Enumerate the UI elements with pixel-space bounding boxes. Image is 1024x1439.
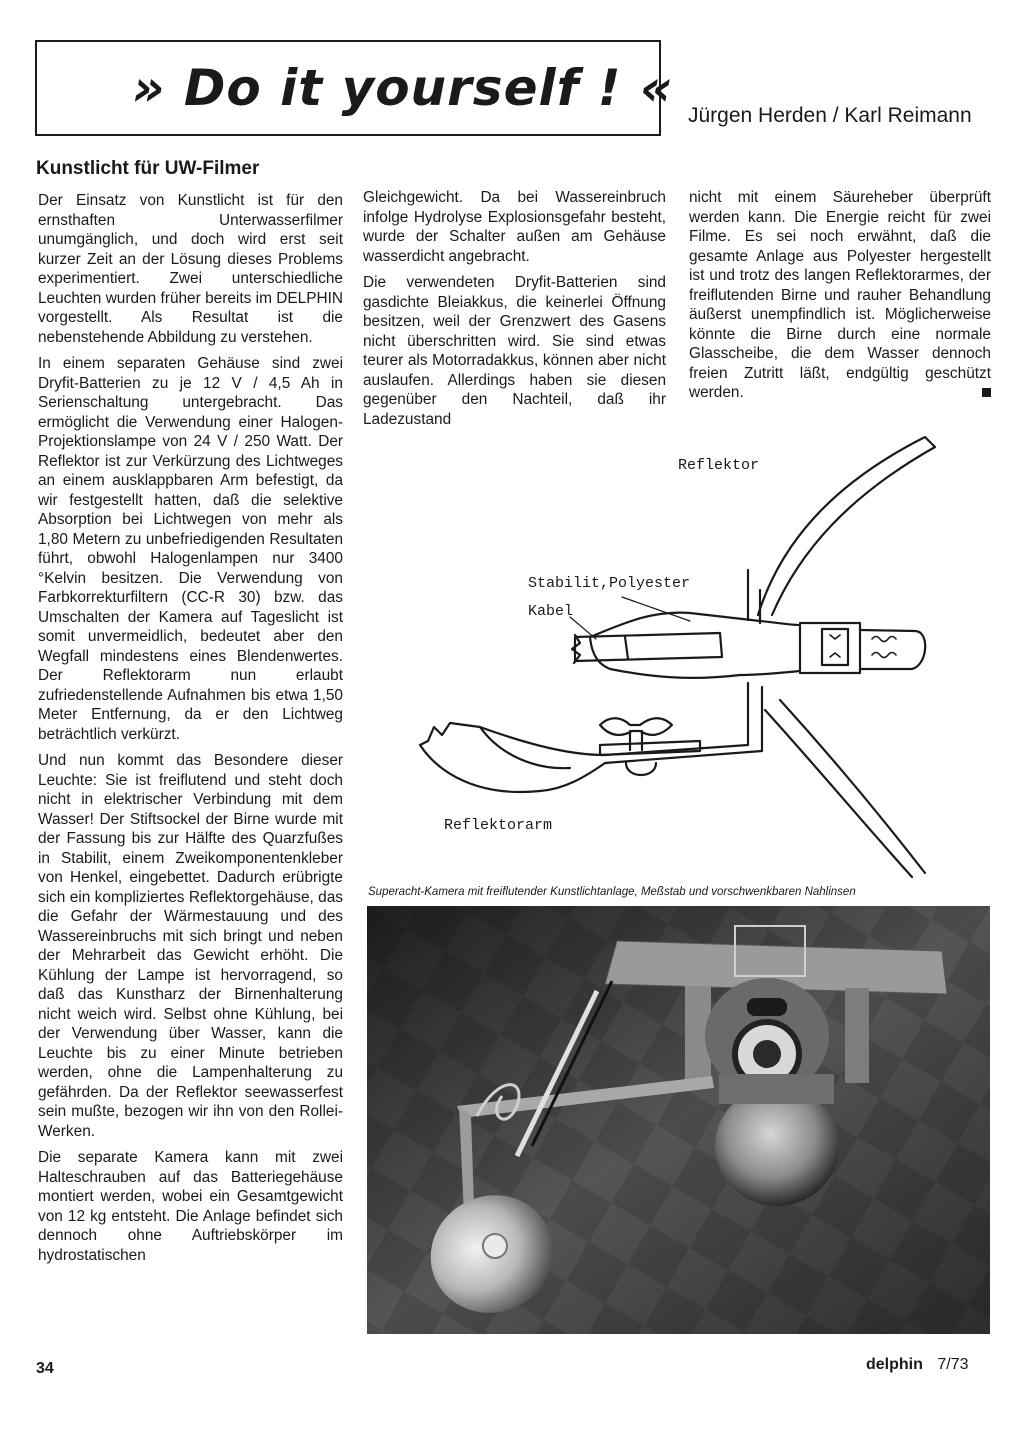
- paragraph-text: nicht mit einem Säureheber überprüft werden kann. Die Energie reicht für zwei Filme. Es sei noch erwähnt, daß die gesamte Anlage aus Polyester hergestellt ist und trotz des langen Reflektorarmes, der freiflutenden Birne und rauher Behandlung äußerst unempfindlich ist. Möglicherweise könnte die Birne durch eine normale Glasscheibe, die dem Wasser dennoch freien Zutritt läßt, endgültig geschützt werden.: [689, 189, 991, 401]
- cable-inner: [625, 637, 628, 659]
- leader-line-stabilit: [622, 597, 690, 621]
- mount-plate: [600, 741, 700, 755]
- bulb-filament: [872, 637, 896, 658]
- article-title: » Do it yourself ! «: [132, 59, 674, 117]
- right-pillar: [845, 988, 869, 1083]
- text-column-2: [363, 188, 666, 436]
- label-kabel: Kabel: [528, 603, 574, 620]
- wing-screw: [600, 718, 672, 735]
- end-of-article-icon: [982, 388, 991, 397]
- paragraph: Und nun kommt das Besondere dieser Leuchte: Sie ist freiflutend und steht doch nicht in elektrischer Verbindung mit dem Wasser! Der Stiftsockel der Birne wurde mit der Fassung bis zur Hälfte des Quarzfußes in Stabilit, einem Zweikomponentenkleber von Henkel, eingebettet. Dadurch erübrigte sich ein kompliziertes Reflektorgehäuse, das die Gefahr der Wärmestauung und des Wassereinbruchs mit sich bringt und neben der Mehrarbeit das Gewicht erhöht. Die Kühlung der Lampe ist hervorragend, so daß das Kunstharz der Birnenhalterung nicht weich wird. Selbst ohne Kühlung, bei der Verwendung über Wasser, kann die Leuchte bis zu einer Minute betrieben werden, ohne die Lampenhalterung zu gefährden. Da der Reflektor seewasserfest sein mußte, bezogen wir ihn von den Rollei-Werken.: [38, 752, 343, 1140]
- arm-reflector: [420, 723, 605, 792]
- lens-center: [753, 1040, 781, 1068]
- photo-caption: Superacht-Kamera mit freiflutender Kunstlichtanlage, Meßstab und vorschwenkbaren Nahlinsen: [368, 886, 856, 898]
- paragraph: Der Einsatz von Kunstlicht ist für den ernsthaften Unterwasserfilmer unumgänglich, und doch wird erst seit kurzer Zeit an der Lösung dieses Problems experimentiert. Zwei unterschiedliche Leuchten wurden früher bereits im DELPHIN vorgestellt. Als Resultat ist die nebenstehende Abbildung zu verstehen.: [38, 192, 343, 346]
- footer-magazine: [866, 1356, 968, 1374]
- lamp-diagram: [360, 425, 1000, 885]
- text-column-1: [38, 191, 343, 1272]
- text-column-3: [689, 188, 991, 410]
- twin-lenses: [747, 998, 787, 1016]
- bulb-base: [822, 629, 848, 665]
- authors: Jürgen Herden / Karl Reimann: [688, 104, 972, 127]
- label-reflektorarm: Reflektorarm: [444, 817, 553, 834]
- headline: Kunstlicht für UW-Filmer: [36, 158, 260, 179]
- label-stabilit: Stabilit,Polyester: [528, 575, 691, 592]
- bulb-pins: [830, 635, 840, 657]
- arm-reflector-inner: [480, 727, 570, 768]
- lamp-housing: [590, 613, 800, 678]
- reflector-shell: [758, 437, 935, 615]
- battery-base: [719, 1074, 834, 1104]
- camera-photo: [367, 906, 990, 1334]
- reflector-lower-arc: [765, 700, 925, 877]
- paragraph: Die separate Kamera kann mit zwei Halteschrauben auf das Batteriegehäuse montiert werden, wobei ein Gesamtgewicht von 12 kg entsteht. Die Anlage befindet sich dennoch ohne Auftriebskörper im hydrostatischen: [38, 1149, 343, 1264]
- mount-knob: [626, 763, 656, 775]
- paragraph: [689, 188, 991, 403]
- paragraph: In einem separaten Gehäuse sind zwei Dryfit-Batterien zu je 12 V / 4,5 Ah in Serienschaltung untergebracht. Das ermöglicht die Verwendung einer Halogen-Projektionslampe von 24 V / 250 Watt. Der Reflektor ist zur Verkürzung des Lichtweges an einem ausklappbaren Arm befestigt, da wir festgestellt hatten, daß die selektive Absorption bei Lichtwegen von mehr als 1,80 Metern zu unbefriedigenden Resultaten führt, obwohl Halogenlampen nur 3400 °Kelvin besitzen. Die Verwendung von Farbkorrekturfiltern (CC-R 30) bzw. das Umschalten der Kamera auf Tageslicht ist somit unvermeidlich, bedeutet aber den Wegfall mindestens eines Blendenwertes. Der Reflektorarm nun erlaubt zufriedenstellende Aufnahmen bis etwa 1,50 Meter Entfernung, da er den Lichtweg beträchtlich verkürzt.: [38, 355, 343, 743]
- screw-shaft: [630, 731, 642, 750]
- label-reflektor: Reflektor: [678, 457, 760, 474]
- paragraph: Die verwendeten Dryfit-Batterien sind gasdichte Bleiakkus, die keinerlei Öffnung besitzen, weil der Grenzwert des Gasens nicht überschritten wird. Sie sind etwas teurer als Motorradakkus, können aber nicht auslaufen. Allerdings haben sie diesen gegenüber den Nachteil, daß ihr Ladezustand: [363, 274, 666, 428]
- dish-bulb: [483, 1234, 507, 1258]
- issue-number: 7/73: [937, 1356, 969, 1373]
- title-box: [35, 40, 674, 136]
- page-number: 34: [36, 1360, 54, 1377]
- magazine-name: delphin: [866, 1356, 923, 1373]
- paragraph: Gleichgewicht. Da bei Wassereinbruch infolge Hydrolyse Explosionsgefahr besteht, wurde der Schalter außen am Gehäuse wasserdicht angebracht.: [363, 189, 666, 265]
